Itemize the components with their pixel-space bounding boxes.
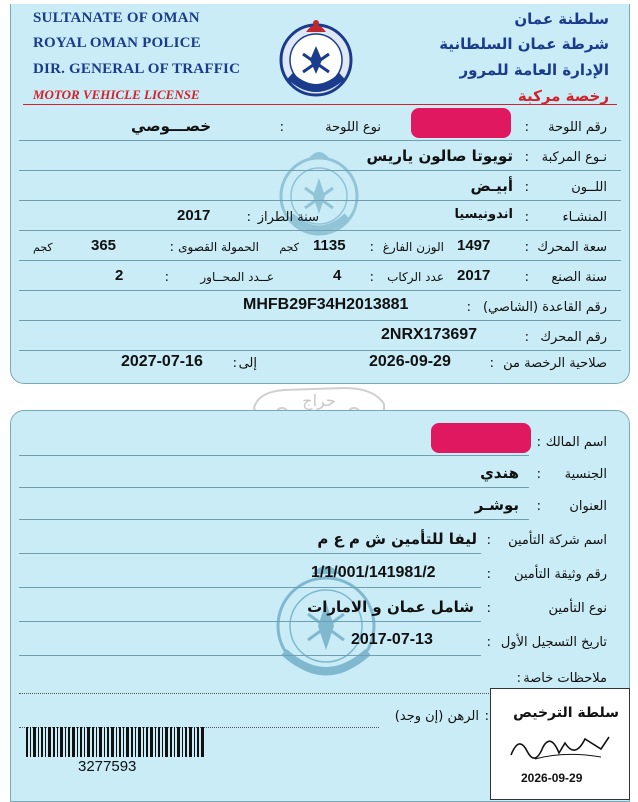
- plate-type-value: خصـــوصي: [131, 117, 212, 135]
- policy-value: 1/1/001/141981/2: [311, 564, 436, 581]
- max-load-value: 365: [91, 237, 117, 254]
- kg-unit-1: كجم: [279, 241, 299, 254]
- licensing-authority-date: 2026-09-29: [521, 771, 583, 785]
- validity-label: صلاحية الرخصة من: [503, 356, 607, 371]
- license-title-en: MOTOR VEHICLE LICENSE: [33, 87, 200, 102]
- row-color: اللــون : أبيـض: [11, 176, 629, 201]
- axles-value: 2: [115, 267, 124, 284]
- signature-image: [505, 725, 615, 765]
- color-label: اللــون: [571, 180, 607, 195]
- empty-weight-value: 1135: [313, 237, 346, 254]
- watermark-text: حراج: [302, 391, 336, 410]
- row-first-registration: تاريخ التسجيل الأول : 2017-07-13: [11, 631, 629, 656]
- vehicle-license-front: [10, 4, 630, 384]
- insurer-value: ليفا للتأمين ش م ع م: [317, 530, 477, 548]
- barcode-number: 3277593: [78, 758, 137, 775]
- plate-type-label: نوع اللوحة: [325, 120, 381, 135]
- validity-from-value: 2026-09-29: [369, 353, 451, 370]
- axles-label: عــدد المحــاور: [200, 270, 274, 284]
- row-capacity: سعة المحرك : 1497 الوزن الفارغ : 1135 كجم الحمولة القصوى : 365 كجم: [11, 236, 629, 261]
- plate-number-label: رقم اللوحة: [548, 120, 607, 135]
- row-insurance-type: نوع التأمين : شامل عمان و الامارات: [11, 597, 629, 622]
- barcode-image: [26, 727, 206, 757]
- kg-unit-2: كجم: [33, 241, 53, 254]
- insurance-type-label: نوع التأمين: [548, 601, 607, 616]
- insurer-label: اسم شركة التأمين: [508, 533, 607, 548]
- nationality-value: هندي: [480, 464, 519, 482]
- header-en-traffic: DIR. GENERAL OF TRAFFIC: [33, 61, 241, 77]
- row-chassis: رقم القاعدة (الشاصي) : MHFB29F34H2013881: [11, 296, 629, 321]
- validity-to-label: إلى: [238, 356, 257, 371]
- licensing-authority-label: سلطة الترخيص: [513, 705, 619, 721]
- model-year-label: سنة الطراز: [257, 210, 319, 225]
- address-value: بوشـر: [474, 496, 519, 514]
- license-title-ar: رخصة مركبة: [517, 87, 609, 105]
- header-divider: [23, 104, 617, 105]
- row-notes: ملاحظات خاصة :: [516, 671, 607, 686]
- mortgage-label: الرهن (إن وجد): [394, 709, 479, 724]
- chassis-label: رقم القاعدة (الشاصي): [482, 300, 607, 315]
- color-value: أبيـض: [470, 177, 513, 195]
- vehicle-license-back: اسم المالك : الجنسية : هندي العنوان : بوشـر اسم شركة التأمين : ليفا للتأمين ش م ع م رقم وثيقة التأمين : 1/1/001/141981/2 نوع التأمين : شامل عمان و الامارات تاريخ التسجيل الأول : 2017-07-13 ملاحظات خاصة : الرهن (إن وجد) :: [10, 410, 630, 802]
- engine-capacity-value: 1497: [457, 237, 491, 254]
- policy-label: رقم وثيقة التأمين: [513, 567, 607, 582]
- max-load-label: الحمولة القصوى: [178, 240, 259, 254]
- row-policy: رقم وثيقة التأمين : 1/1/001/141981/2: [11, 563, 629, 588]
- police-emblem-icon: [273, 14, 359, 100]
- first-registration-label: تاريخ التسجيل الأول: [500, 635, 607, 650]
- header-en-sultanate: SULTANATE OF OMAN: [33, 10, 200, 26]
- insurance-type-value: شامل عمان و الامارات: [307, 598, 474, 616]
- redacted-owner-name: [431, 423, 531, 453]
- chassis-value: MHFB29F34H2013881: [243, 296, 409, 313]
- row-nationality: الجنسية : هندي: [11, 463, 629, 488]
- row-plate: رقم اللوحة : نوع اللوحة : خصـــوصي: [11, 116, 629, 141]
- licensing-authority-box: [490, 688, 630, 800]
- first-registration-value: 2017-07-13: [351, 631, 433, 648]
- vehicle-type-label: نـوع المركبة: [541, 150, 607, 165]
- notes-label: ملاحظات خاصة: [523, 671, 607, 686]
- row-insurer: اسم شركة التأمين : ليفا للتأمين ش م ع م: [11, 529, 629, 554]
- redacted-plate-number: [411, 108, 511, 138]
- row-manufacture: سنة الصنع : 2017 عدد الركاب : 4 عــدد المحــاور : 2: [11, 266, 629, 291]
- address-label: العنوان: [569, 499, 607, 514]
- row-owner: اسم المالك :: [11, 431, 629, 456]
- header-ar-sultanate: سلطنة عمان: [514, 10, 609, 28]
- empty-weight-label: الوزن الفارغ: [382, 240, 444, 254]
- header-ar-traffic: الإدارة العامة للمرور: [459, 61, 609, 79]
- model-year-value: 2017: [177, 207, 211, 224]
- manufacture-year-label: سنة الصنع: [551, 270, 607, 285]
- row-origin: المنشـاء : اندونيسيا سنة الطراز : 2017: [11, 206, 629, 231]
- row-validity: صلاحية الرخصة من : 2026-09-29 إلى : 2027-07-16: [121, 353, 607, 371]
- row-engine: رقم المحرك : 2NRX173697: [11, 326, 629, 351]
- seats-label: عدد الركاب: [387, 270, 444, 284]
- manufacture-year-value: 2017: [457, 267, 491, 284]
- nationality-label: الجنسية: [564, 467, 607, 482]
- owner-label: اسم المالك: [545, 435, 607, 450]
- origin-value: اندونيسيا: [454, 207, 513, 222]
- engine-capacity-label: سعة المحرك: [537, 240, 607, 255]
- engine-number-label: رقم المحرك: [540, 330, 607, 345]
- row-vehicle-type: نـوع المركبة : تويوتا صالون ياريس: [11, 146, 629, 171]
- header-ar-police: شرطة عمان السلطانية: [439, 35, 609, 53]
- origin-label: المنشـاء: [562, 210, 607, 225]
- row-address: العنوان : بوشـر: [11, 495, 629, 520]
- validity-to-value: 2027-07-16: [121, 353, 203, 370]
- header-en-police: ROYAL OMAN POLICE: [33, 35, 201, 51]
- engine-number-value: 2NRX173697: [381, 326, 478, 343]
- vehicle-type-value: تويوتا صالون ياريس: [366, 147, 513, 165]
- seats-value: 4: [333, 267, 342, 284]
